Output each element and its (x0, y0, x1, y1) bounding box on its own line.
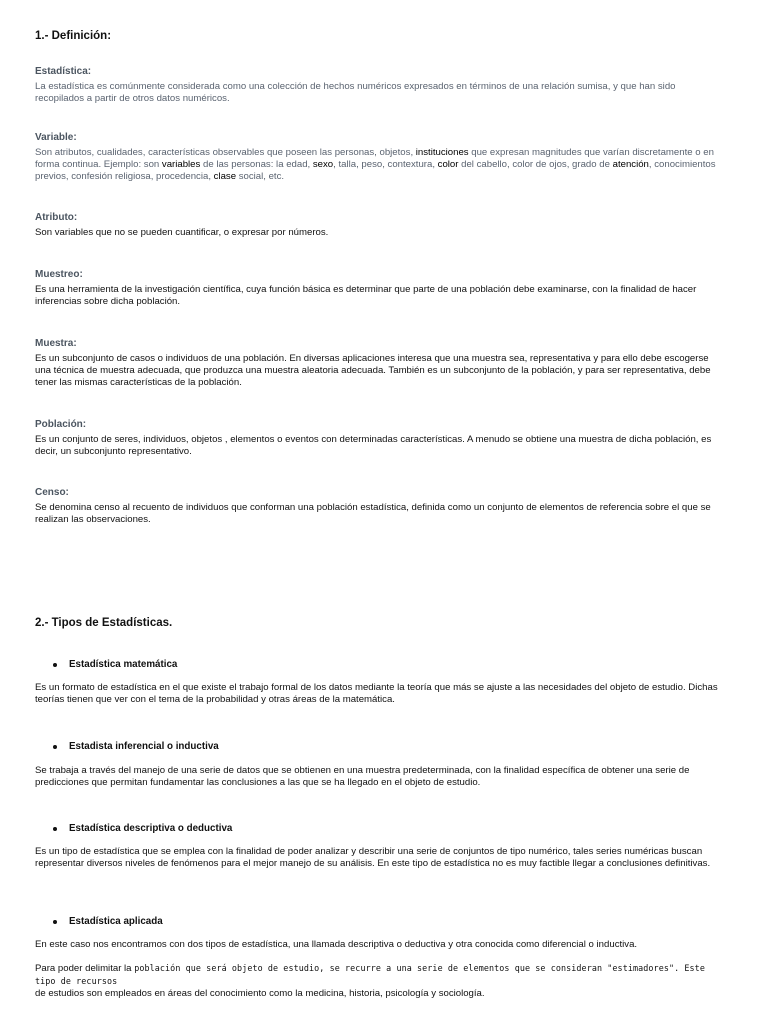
type-text: Es un tipo de estadística que se emplea con la finalidad de poder analizar y describir una serie de conjuntos de tipo numérico, tales series numéricas buscan representar diversos niveles de fenómenos para el mejor manejo de su análisis. En este tipo de estadística no es muy factible llegar a conclusiones definitivas. (35, 846, 711, 869)
type-aplicada-body-2 (35, 958, 725, 1000)
text-segment: Son atributos, cualidades, características observables que poseen las personas, objetos, (35, 147, 416, 158)
bullet-title (35, 741, 725, 752)
type-aplicada-body (35, 935, 725, 951)
type-aplicada (35, 916, 725, 927)
definition-term: Atributo: (35, 212, 78, 223)
text-segment-mono: población que será objeto de estudio, se recurre a una serie de elementos que se consideran "estimadores". Este tipo de recur (35, 963, 705, 986)
text-segment: de las personas: la edad, (200, 159, 313, 170)
bullet-title (35, 916, 725, 927)
text-segment: del cabello, color de ojos, grado de (458, 159, 613, 170)
bullet-title-text: Estadística aplicada (69, 916, 163, 927)
type-text: En este caso nos encontramos con dos tipos de estadística, una llamada descriptiva o deductiva y otra conocida como diferencial o inductiva. (35, 939, 638, 950)
definition-censo (35, 487, 725, 526)
bullet-title-text: Estadista inferencial o inductiva (69, 741, 219, 752)
definition-term: Población: (35, 419, 87, 430)
text-segment: Para poder delimitar la (35, 963, 135, 974)
keyword-link[interactable]: color (437, 159, 459, 170)
definition-text: Se denomina censo al recuento de individuos que conforman una población estadística, definida como un conjunto de elementos de referencia sobre el que se realizan las observaciones. (35, 502, 711, 525)
keyword-link[interactable]: sexo (312, 159, 334, 170)
definition-text: Es un subconjunto de casos o individuos de una población. En diversas aplicaciones interesa que una muestra sea, representativa y para ello debe escogerse una técnica de muestra adecuada, que produzca una muestra aleatoria adecuada. También es un subconjunto de la población, y para ser representativa, debe tener las mismas características de la población. (35, 353, 711, 388)
text-segment: social, etc. (236, 171, 285, 182)
definition-term: Estadística: (35, 66, 92, 77)
text-segment: , conocimientos previos, confesión religiosa, procedencia, (35, 159, 716, 182)
type-matematica (35, 659, 725, 670)
type-text-2 (35, 962, 725, 1000)
bullet-title-text: Estadística descriptiva o deductiva (69, 823, 233, 834)
bullet-title-text: Estadística matemática (69, 659, 178, 670)
section-2-title: 2.- Tipos de Estadísticas. (35, 617, 173, 629)
type-descriptiva-body (35, 842, 725, 870)
bullet-title (35, 659, 725, 670)
definition-term: Muestreo: (35, 269, 83, 280)
text-segment: que expresan magnitudes que varían discretamente o en forma continua. Ejemplo: son (35, 147, 714, 170)
definition-term: Variable: (35, 132, 77, 143)
keyword-link[interactable]: clase (213, 171, 237, 182)
definition-term: Censo: (35, 487, 69, 498)
definition-poblacion (35, 419, 725, 458)
type-inferencial-body (35, 761, 725, 789)
definition-estadistica (35, 66, 725, 105)
text-segment: , talla, peso, contextura, (333, 159, 438, 170)
type-inferencial (35, 741, 725, 752)
definition-muestra (35, 338, 725, 389)
definition-text: La estadística es comúnmente considerada como una colección de hechos numéricos expresados en términos de una relación sumisa, y que han sido recopilados a partir de otros datos numéricos. (35, 81, 676, 104)
type-text: Es un formato de estadística en el que existe el trabajo formal de los datos mediante la teoría que más se ajuste a las necesidades del objeto de estudio. Dichas teorías tienen que ver con el tema de la probabilidad y otras áreas de la matemática. (35, 682, 718, 705)
text-segment: de estudios son empleados en áreas del conocimiento como la medicina, historia, psicología y sociología. (35, 988, 485, 999)
definition-term: Muestra: (35, 338, 77, 349)
text-segment-mono: sos (101, 976, 118, 986)
type-matematica-body (35, 678, 725, 706)
definition-variable (35, 132, 725, 183)
keyword-link[interactable]: variables (161, 159, 201, 170)
section-1-title: 1.- Definición: (35, 30, 112, 42)
keyword-link[interactable]: atención (612, 159, 649, 170)
type-descriptiva (35, 823, 725, 834)
bullet-title (35, 823, 725, 834)
keyword-link[interactable]: instituciones (415, 147, 469, 158)
definition-text: Son variables que no se pueden cuantificar, o expresar por números. (35, 227, 329, 238)
definition-text: Es un conjunto de seres, individuos, objetos , elementos o eventos con determinadas características. A menudo se obtiene una muestra de dicha población, es decir, un subconjunto representativo. (35, 434, 712, 457)
section-2 (35, 617, 725, 629)
definition-text: Es una herramienta de la investigación científica, cuya función básica es determinar que parte de una población debe examinarse, con la finalidad de hacer inferencias sobre dicha población. (35, 284, 697, 307)
type-text: Se trabaja a través del manejo de una serie de datos que se obtienen en una muestra predeterminada, con la finalidad específica de obtener una serie de predicciones que permitan fundamentar las conclusiones a las que se ha llegado en el objeto de estudio. (35, 765, 690, 788)
section-1 (35, 30, 725, 42)
definition-atributo (35, 212, 725, 239)
definition-text (35, 147, 725, 183)
definition-muestreo (35, 269, 725, 308)
